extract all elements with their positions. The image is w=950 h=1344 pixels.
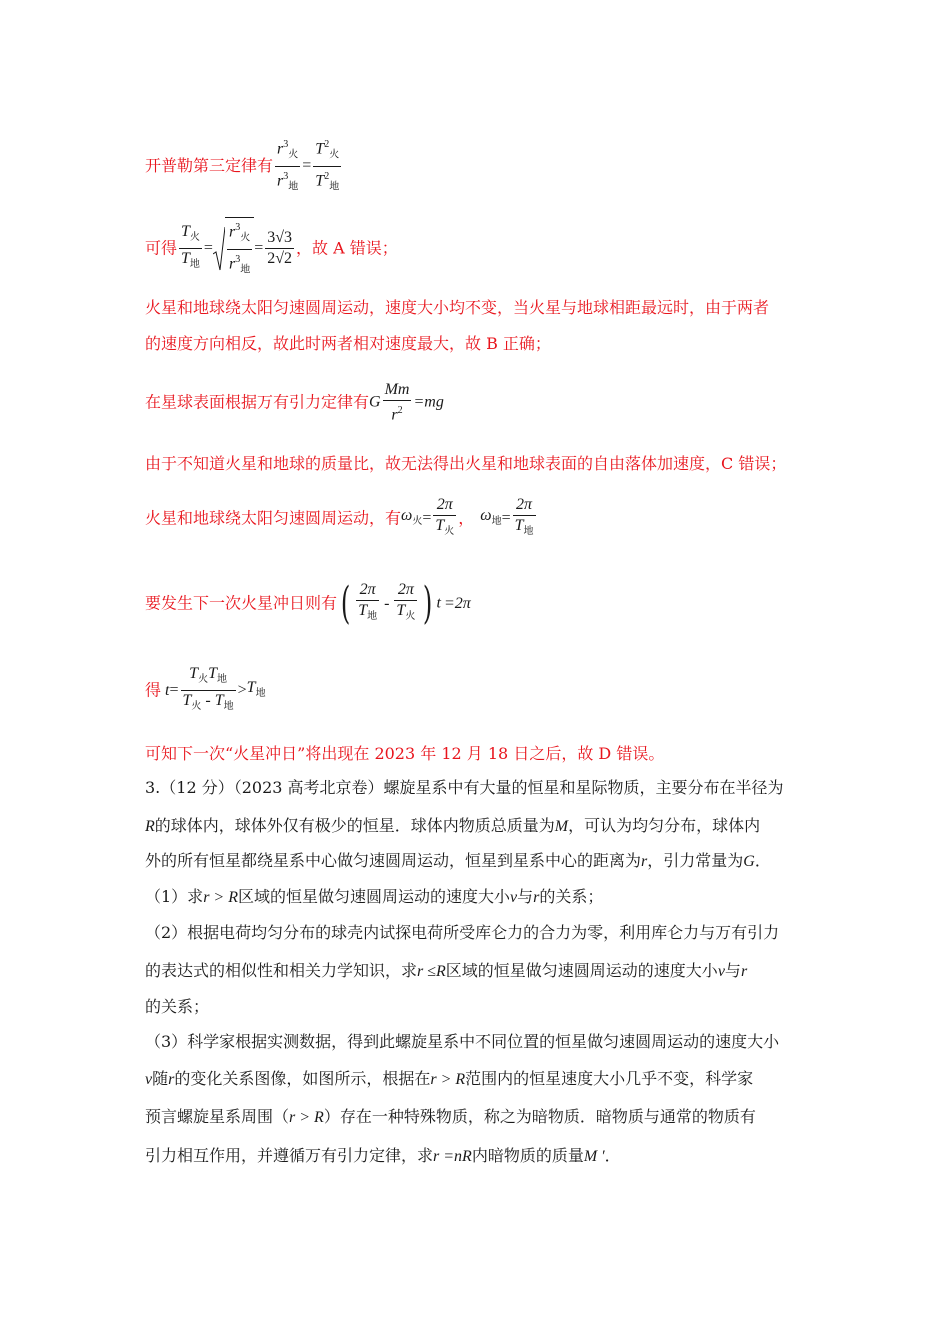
conjunction-line: 要发生下一次火星冲日则有( $\frac{2\pi}{T_地}$ - $\frac{2\pi}{T_火}$ ) t =2π	[145, 577, 471, 629]
term-fire-fraction: $\frac{2\pi}{T_火}$	[396, 581, 416, 623]
gravitation-fraction: $\frac{Mm}{r^2}$	[384, 381, 410, 424]
omega-earth-fraction: $\frac{2\pi}{T_地}$	[514, 496, 534, 538]
question-header: 3.（12 分）（2023 高考北京卷）螺旋星系中有大量的恒星和星际物质，主要分布在半径为	[145, 778, 784, 797]
relative-speed-line-2: 的速度方向相反，故此时两者相对速度最大，故 B 正确；	[145, 334, 551, 353]
kepler-left-fraction: $\frac{r^3_火}{r^3_地}$	[275, 135, 300, 197]
result-t-line: 得 t= $\frac{T_火T_地}{T_火 - T_地}$ $>T_地$	[145, 664, 266, 717]
result-t-fraction: $\frac{T_火T_地}{T_火 - T_地}$	[182, 665, 234, 713]
sub-question-2-line2: 的表达式的相似性和相关力学知识，求r ≤R区域的恒星做匀速圆周运动的速度大小v与r	[145, 961, 748, 980]
kepler-line: 开普勒第三定律有 $\frac{r^3_火}{r^3_地}$ = $\frac{T^2_火}{T^2_地}$	[145, 135, 343, 197]
root-value-fraction: $\frac{3√3}{2√2}$	[267, 229, 292, 268]
question-p1-line2: R的球体内，球体外仅有极少的恒星．球体内物质总质量为M，可认为均匀分布，球体内	[145, 816, 761, 835]
sub-question-3-line3: 预言螺旋星系周围（r > R）存在一种特殊物质，称之为暗物质．暗物质与通常的物质有	[145, 1107, 756, 1126]
sub-question-3-line4: 引力相互作用，并遵循万有引力定律，求r =nR内暗物质的质量M ′．	[145, 1146, 621, 1165]
right-paren: )	[423, 577, 433, 629]
sub-question-3-line1: （3）科学家根据实测数据，得到此螺旋星系中不同位置的恒星做匀速圆周运动的速度大小	[145, 1032, 780, 1051]
result-t-text: 得	[145, 680, 162, 700]
conclusion-d-line: 可知下一次“火星冲日”将出现在 2023 年 12 月 18 日之后，故 D 错误。	[145, 744, 665, 763]
sub-question-2-line1: （2）根据电荷均匀分布的球壳内试探电荷所受库仑力的合力为零，利用库仑力与万有引力	[145, 923, 780, 942]
kepler-right-fraction: $\frac{T^2_火}{T^2_地}$	[313, 135, 341, 197]
period-ratio-prefix: 可得	[145, 238, 178, 258]
sub-question-1: （1）求r > R区域的恒星做匀速圆周运动的速度大小v与r的关系；	[145, 887, 604, 906]
period-ratio-line: 可得 $\frac{T_火}{T_地}$ = $\frac{r^3_火}{r^3_地}$ = $\frac{3√3}{2√2}$ ，故 A 错误；	[145, 217, 398, 280]
left-paren: (	[340, 577, 351, 629]
free-fall-line: 由于不知道火星和地球的质量比，故无法得出火星和地球表面的自由落体加速度，C 错误；	[145, 454, 787, 473]
sub-question-2-line3: 的关系；	[145, 997, 210, 1016]
relative-speed-line-1: 火星和地球绕太阳匀速圆周运动，速度大小均不变，当火星与地球相距最远时，由于两者	[145, 298, 770, 317]
sqrt-expression: $\frac{r^3_火}{r^3_地}$	[213, 217, 254, 280]
sub-question-3-line2: v随r的变化关系图像，如图所示，根据在r > R范围内的恒星速度大小几乎不变，科学家	[145, 1069, 754, 1088]
question-p1-line3: 外的所有恒星都绕星系中心做匀速圆周运动，恒星到星系中心的距离为r，引力常量为G．	[145, 851, 771, 870]
conclusion-a: ，故 A 错误；	[296, 238, 398, 258]
omega-fire-fraction: $\frac{2\pi}{T_火}$	[435, 496, 455, 538]
angular-velocity-line: 火星和地球绕太阳匀速圆周运动，有$\omega_火=$ $\frac{2\pi}{T_火}$ ， $\omega_地=$ $\frac{2\pi}{T_地}$	[145, 495, 538, 542]
gravitation-line: 在星球表面根据万有引力定律有G $\frac{Mm}{r^2}$ =mg	[145, 381, 444, 424]
conjunction-text: 要发生下一次火星冲日则有	[145, 593, 338, 613]
term-earth-fraction: $\frac{2\pi}{T_地}$	[358, 581, 378, 623]
gravitation-text: 在星球表面根据万有引力定律有	[145, 392, 370, 412]
angular-velocity-text: 火星和地球绕太阳匀速圆周运动，有	[145, 508, 402, 528]
period-ratio-fraction: $\frac{T_火}{T_地}$	[181, 222, 200, 271]
kepler-text: 开普勒第三定律有	[145, 156, 274, 176]
